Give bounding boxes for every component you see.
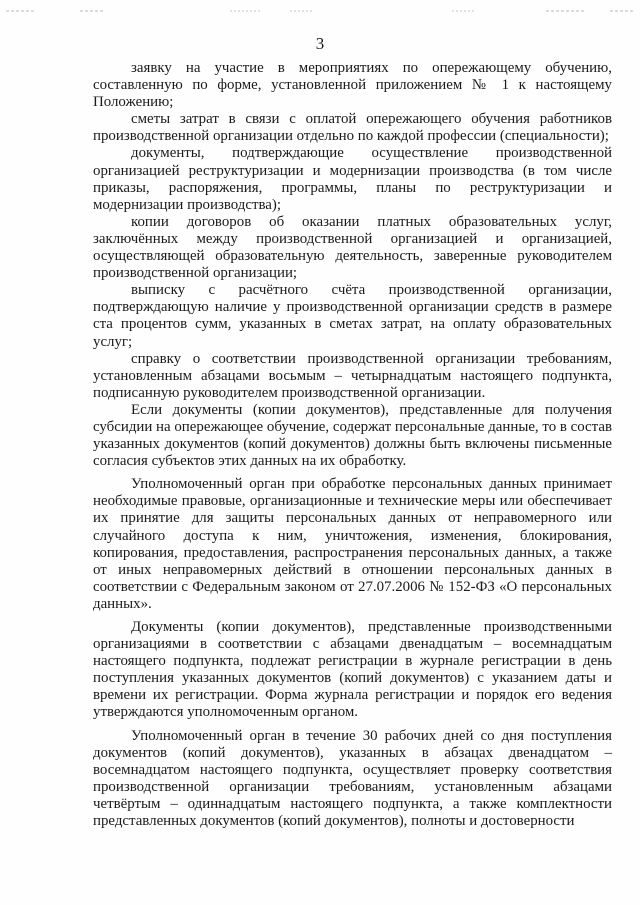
document-body <box>93 60 612 830</box>
paragraph-compliance-certificate: справку о соответствии производственной организации требованиям, установленным абзацами восьмым – четырнадцатым настоящего подпункта, подписанную руководителем производственной организации. <box>93 350 612 401</box>
paragraph-application: заявку на участие в мероприятиях по опережающему обучению, составленную по форме, установленной приложением № 1 к настоящему Положению; <box>93 60 612 111</box>
paragraph-restructuring-documents: документы, подтверждающие осуществление производственной организацией реструктуризации и модернизации производства (в том числе приказы, распоряжения, программы, планы по реструктуризации и модернизации производства); <box>93 145 612 213</box>
paragraph-personal-data-consent: Если документы (копии документов), представленные для получения субсидии на опережающее обучение, содержат персональные данные, то в состав указанных документов (копий документов) должны быть включены письменные согласия субъектов этих данных на их обработку. <box>93 401 612 470</box>
page-number: 3 <box>315 34 325 53</box>
paragraph-document-registration: Документы (копии документов), представленные производственными организациями в соответствии с абзацами двенадцатым – восемнадцатым настоящего подпункта, подлежат регистрации в журнале регистрации в день поступления указанных документов (копий документов) с указанием даты и времени их регистрации. Форма журнала регистрации и порядок его ведения утверждаются уполномоченным органом. <box>93 619 612 721</box>
paragraph-data-protection: Уполномоченный орган при обработке персональных данных принимает необходимые правовые, организационные и технические меры или обеспечивает их принятие для защиты персональных данных от неправомерного или случайного доступа к ним, уничтожения, изменения, блокирования, копирования, предоставления, распространения персональных данных, а также от иных неправомерных действий в отношении персональных данных в соответствии с Федеральным законом от 27.07.2006 № 152-ФЗ «О персональных данных». <box>93 476 612 612</box>
scan-edge-marks <box>0 8 640 14</box>
paragraph-verification: Уполномоченный орган в течение 30 рабочих дней со дня поступления документов (копий документов), указанных в абзацах двенадцатом – восемнадцатом настоящего подпункта, осуществляет проверку соответствия производственной организации требованиям, установленным абзацами четвёртым – одиннадцатым настоящего подпункта, а также комплектности представленных документов (копий документов), полноты и достоверности <box>93 727 612 830</box>
paragraph-contract-copies: копии договоров об оказании платных образовательных услуг, заключённых между производственной организацией и организацией, осуществляющей образовательную деятельность, заверенные руководителем производственной организации; <box>93 213 612 282</box>
paragraph-account-statement: выписку с расчётного счёта производственной организации, подтверждающую наличие у производственной организации средств в размере ста процентов сумм, указанных в сметах затрат, на оплату образовательных услуг; <box>93 282 612 350</box>
paragraph-cost-estimates: сметы затрат в связи с оплатой опережающего обучения работников производственной организации отдельно по каждой профессии (специальности); <box>93 111 612 145</box>
